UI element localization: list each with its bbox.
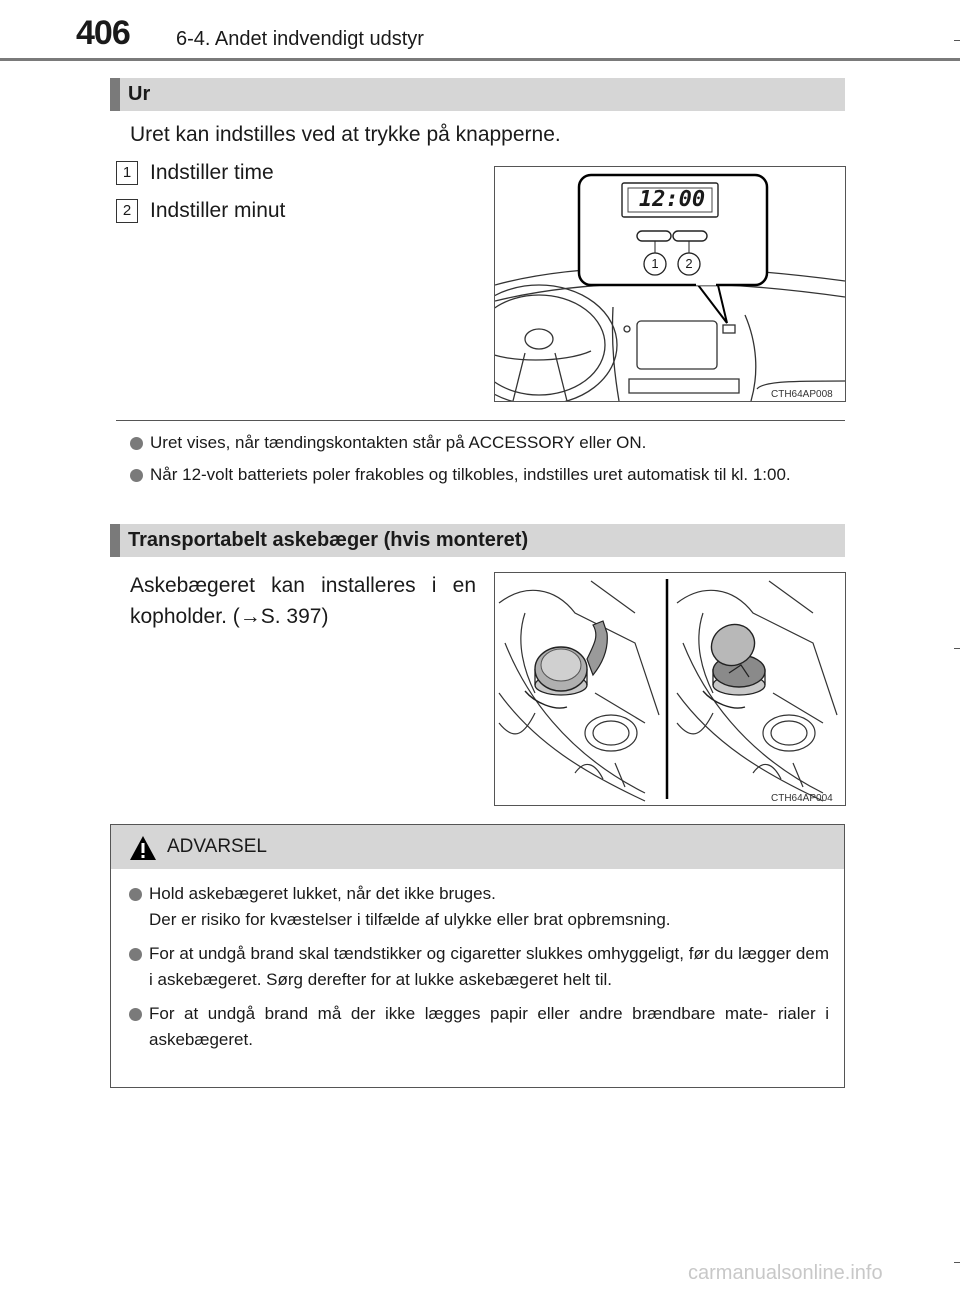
section-heading-ashtray	[110, 524, 845, 557]
note-item	[130, 462, 843, 488]
warning-item	[129, 941, 829, 993]
page-number: 406	[76, 14, 130, 52]
ashtray-text-line-2: kopholder. (→S. 397)	[130, 605, 329, 628]
divider-rule	[116, 420, 845, 421]
item-label: Indstiller time	[150, 161, 274, 184]
edge-tick	[954, 1262, 960, 1263]
bullet-icon	[130, 437, 143, 450]
figure-code: CTH64AP004	[771, 793, 833, 804]
section-marker	[110, 78, 120, 111]
warning-text: For at undgå brand skal tændstikker og cigaretter slukkes omhyggeligt, før du lægger dem i askebægeret. Sørg derefter for at lukke askebægeret helt til.	[149, 944, 829, 989]
note-item	[130, 430, 843, 456]
clock-intro: Uret kan indstilles ved at trykke på knapperne.	[130, 123, 561, 146]
bullet-icon	[129, 1008, 142, 1021]
clock-display-time: 12:00	[638, 187, 706, 212]
clock-item-2	[116, 192, 285, 230]
section-marker	[110, 524, 120, 557]
bullet-icon	[129, 888, 142, 901]
warning-list	[129, 881, 829, 1059]
item-label: Indstiller minut	[150, 199, 286, 222]
clock-item-1	[116, 154, 274, 192]
warning-title: ADVARSEL	[167, 836, 267, 857]
callout-number-2: 2	[685, 256, 693, 271]
section-title: Transportabelt askebæger (hvis monteret)	[128, 529, 529, 551]
section-title: Ur	[128, 83, 151, 105]
clock-notes	[130, 430, 843, 494]
warning-header	[111, 825, 844, 869]
warning-text: Hold askebægeret lukket, når det ikke bruges.	[149, 884, 496, 903]
warning-box	[110, 824, 845, 1088]
item-number-badge: 1	[116, 161, 138, 185]
warning-item	[129, 881, 829, 933]
figure-code: CTH64AP008	[771, 389, 833, 400]
section-heading-clock	[110, 78, 845, 111]
ashtray-drawing	[495, 573, 845, 805]
clock-illustration	[494, 166, 846, 402]
edge-tick	[954, 648, 960, 649]
bullet-icon	[129, 948, 142, 961]
warning-text: Der er risiko for kvæstelser i tilfælde af ulykke eller brat opbremsning.	[149, 910, 671, 929]
ashtray-illustration	[494, 572, 846, 806]
callout-number-1: 1	[651, 256, 659, 271]
note-text: Når 12-volt batteriets poler frakobles og tilkobles, indstilles uret automatisk til kl. 1:00.	[150, 465, 791, 484]
chapter-title: 6-4. Andet indvendigt udstyr	[176, 28, 424, 50]
edge-tick	[954, 40, 960, 41]
warning-triangle-icon	[129, 835, 157, 861]
note-text: Uret vises, når tændingskontakten står på ACCESSORY eller ON.	[150, 433, 647, 452]
bullet-icon	[130, 469, 143, 482]
warning-item	[129, 1001, 829, 1053]
warning-text: For at undgå brand må der ikke lægges papir eller andre brændbare mate- rialer i askebægeret.	[149, 1004, 829, 1049]
header-rule	[0, 58, 960, 61]
ashtray-text-line-1: Askebægeret kan installeres i en	[130, 574, 476, 597]
watermark: carmanualsonline.info	[688, 1262, 883, 1284]
item-number-badge: 2	[116, 199, 138, 223]
